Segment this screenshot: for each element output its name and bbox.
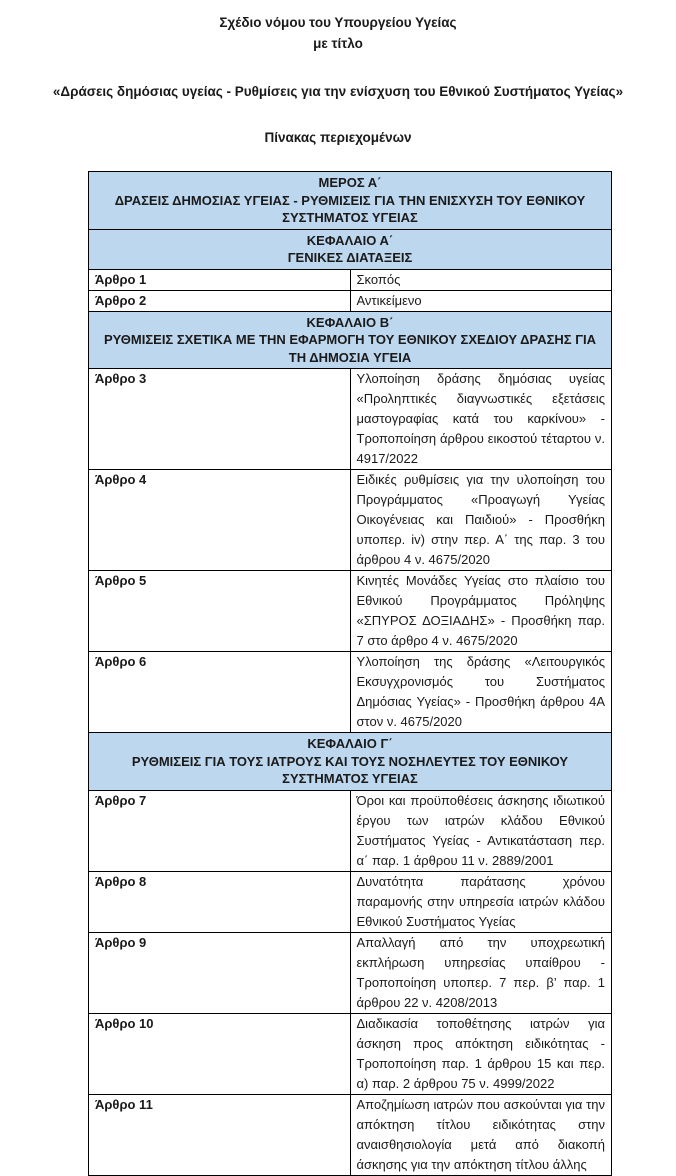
article-number-cell: Άρθρο 4 [89, 470, 351, 571]
section-header-row [89, 229, 612, 269]
article-row [89, 571, 612, 652]
article-description-cell: Διαδικασία τοποθέτησης ιατρών για άσκηση προς απόκτηση ειδικότητας - Τροποποίηση παρ. 1 άρθρου 15 και περ. α) παρ. 2 άρθρου 75 ν. 4999/2022 [350, 1013, 612, 1094]
article-row [89, 269, 612, 290]
section-header-line: ΔΡΑΣΕΙΣ ΔΗΜΟΣΙΑΣ ΥΓΕΙΑΣ - ΡΥΘΜΙΣΕΙΣ ΓΙΑ ΤΗΝ ΕΝΙΣΧΥΣΗ ΤΟΥ ΕΘΝΙΚΟΥ ΣΥΣΤΗΜΑΤΟΣ ΥΓΕΙΑΣ [114, 192, 586, 225]
article-number-cell: Άρθρο 6 [89, 652, 351, 733]
article-number-cell: Άρθρο 2 [89, 290, 351, 311]
article-description-cell: Δυνατότητα παράτασης χρόνου παραμονής στην υπηρεσία ιατρών κλάδου Εθνικού Συστήματος Υγείας [350, 871, 612, 932]
article-number-cell: Άρθρο 11 [89, 1094, 351, 1175]
document-title-subline: με τίτλο [313, 36, 363, 51]
section-header-line: ΡΥΘΜΙΣΕΙΣ ΣΧΕΤΙΚΑ ΜΕ ΤΗΝ ΕΦΑΡΜΟΓΗ ΤΟΥ ΕΘΝΙΚΟΥ ΣΧΕΔΙΟΥ ΔΡΑΣΗΣ ΓΙΑ ΤΗ ΔΗΜΟΣΙΑ ΥΓΕΙΑ [103, 332, 597, 365]
document-title: Σχέδιο νόμου του Υπουργείου Υγείας [219, 15, 457, 30]
article-row [89, 652, 612, 733]
article-row [89, 290, 612, 311]
article-row [89, 932, 612, 1013]
article-row [89, 470, 612, 571]
article-number-cell: Άρθρο 8 [89, 871, 351, 932]
law-title: «Δράσεις δημόσιας υγείας - Ρυθμίσεις για την ενίσχυση του Εθνικού Συστήματος Υγείας» [52, 84, 624, 99]
article-number-cell: Άρθρο 5 [89, 571, 351, 652]
section-header-line: ΓΕΝΙΚΕΣ ΔΙΑΤΑΞΕΙΣ [287, 250, 413, 265]
section-header-row [89, 172, 612, 230]
toc-heading: Πίνακας περιεχομένων [264, 130, 412, 145]
article-number-cell: Άρθρο 3 [89, 369, 351, 470]
toc-table-body [89, 172, 612, 1176]
article-description-cell: Υλοποίηση της δράσης «Λειτουργικός Εκσυγχρονισμός του Συστήματος Δημόσιας Υγείας» - Προσθήκη άρθρου 4Α στον ν. 4675/2020 [350, 652, 612, 733]
article-number-cell: Άρθρο 1 [89, 269, 351, 290]
article-row [89, 369, 612, 470]
article-description-cell: Αποζημίωση ιατρών που ασκούνται για την απόκτηση τίτλου ειδικότητας στην αναισθησιολογία μετά από διακοπή άσκησης για την απόκτηση τίτλου άλλης [350, 1094, 612, 1175]
section-header-line: ΜΕΡΟΣ Α΄ [318, 175, 382, 190]
section-header-cell [89, 733, 612, 791]
article-description-cell: Κινητές Μονάδες Υγείας στο πλαίσιο του Εθνικού Προγράμματος Πρόληψης «ΣΠΥΡΟΣ ΔΟΞΙΑΔΗΣ» - Προσθήκη παρ. 7 στο άρθρο 4 ν. 4675/2020 [350, 571, 612, 652]
article-row [89, 1013, 612, 1094]
title-block [0, 0, 676, 148]
article-description-cell: Όροι και προϋποθέσεις άσκησης ιδιωτικού έργου των ιατρών κλάδου Εθνικού Συστήματος Υγείας - Αντικατάσταση περ. α΄ παρ. 1 άρθρου 11 ν. 2889/2001 [350, 790, 612, 871]
toc-table [88, 171, 612, 1176]
article-number-cell: Άρθρο 10 [89, 1013, 351, 1094]
section-header-cell [89, 172, 612, 230]
article-description-cell: Σκοπός [350, 269, 612, 290]
article-description-cell: Ειδικές ρυθμίσεις για την υλοποίηση του Προγράμματος «Προαγωγή Υγείας Οικογένειας και Παιδιού» - Προσθήκη υποπερ. iv) στην περ. Α΄ της παρ. 3 του άρθρου 4 ν. 4675/2020 [350, 470, 612, 571]
section-header-cell [89, 311, 612, 369]
section-header-row [89, 311, 612, 369]
section-header-row [89, 733, 612, 791]
article-row [89, 871, 612, 932]
article-description-cell: Αντικείμενο [350, 290, 612, 311]
article-row [89, 1094, 612, 1175]
section-header-line: ΚΕΦΑΛΑΙΟ Β΄ [306, 314, 394, 330]
section-header-line: ΡΥΘΜΙΣΕΙΣ ΓΙΑ ΤΟΥΣ ΙΑΤΡΟΥΣ ΚΑΙ ΤΟΥΣ ΝΟΣΗΛΕΥΤΕΣ ΤΟΥ ΕΘΝΙΚΟΥ ΣΥΣΤΗΜΑΤΟΣ ΥΓΕΙΑΣ [131, 753, 569, 786]
article-number-cell: Άρθρο 9 [89, 932, 351, 1013]
article-description-cell: Απαλλαγή από την υποχρεωτική εκπλήρωση υπηρεσίας υπαίθρου - Τροποποίηση υποπερ. 7 περ. β’ παρ. 1 άρθρου 22 ν. 4208/2013 [350, 932, 612, 1013]
section-header-line: ΚΕΦΑΛΑΙΟ Γ΄ [307, 736, 393, 751]
section-header-cell [89, 229, 612, 269]
section-header-line: ΚΕΦΑΛΑΙΟ Α΄ [306, 232, 394, 248]
article-row [89, 790, 612, 871]
article-description-cell: Υλοποίηση δράσης δημόσιας υγείας «Προληπτικές διαγνωστικές εξετάσεις μαστογραφίας κατά του καρκίνου» - Τροποποίηση άρθρου εικοστού τέταρτου ν. 4917/2022 [350, 369, 612, 470]
article-number-cell: Άρθρο 7 [89, 790, 351, 871]
